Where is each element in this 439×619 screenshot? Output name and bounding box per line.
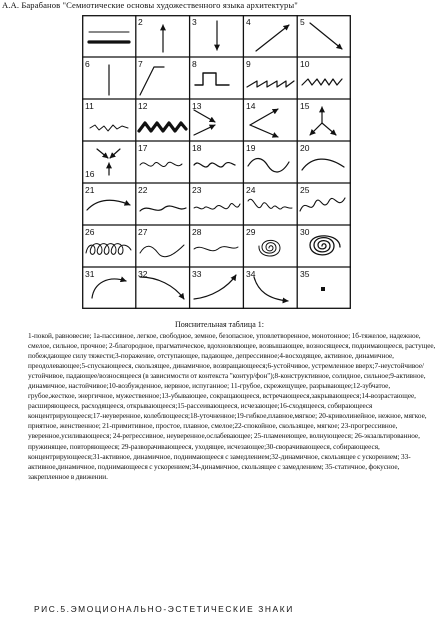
sign-31-rising-arc-arrow	[92, 279, 126, 298]
sign-1-horizontal-lines	[89, 32, 129, 42]
cell-number: 25	[300, 185, 310, 195]
cell-number: 15	[300, 101, 310, 111]
cell-number: 7	[138, 59, 143, 69]
cell-number: 11	[85, 101, 94, 111]
cell-number: 22	[138, 185, 148, 195]
sign-16-concentrating-arrows	[97, 149, 120, 175]
sign-20-gentle-curve	[302, 159, 344, 170]
cell-number: 8	[192, 59, 197, 69]
sign-18-wave-line	[194, 163, 235, 167]
cell-number: 33	[192, 269, 202, 279]
sign-19-smooth-wave	[248, 159, 289, 172]
sign-26-spring-loops	[86, 244, 131, 255]
sign-27-soft-curve	[140, 245, 184, 257]
cell-number: 10	[300, 59, 310, 69]
cell-number: 35	[300, 269, 310, 279]
sign-17-wavering-line	[140, 162, 182, 166]
cell-number: 24	[246, 185, 256, 195]
cell-number: 5	[300, 17, 305, 27]
cell-number: 32	[138, 269, 148, 279]
sign-21-curved-arrow	[87, 200, 130, 210]
sign-5-descending-arrow	[310, 23, 342, 49]
sign-grid	[82, 15, 351, 309]
cell-number: 4	[246, 17, 251, 27]
sign-28-flat-wave	[194, 247, 238, 251]
sign-22-sliding-wave	[140, 206, 186, 211]
cell-number: 17	[138, 143, 148, 153]
cell-number: 29	[246, 227, 256, 237]
cell-number: 34	[246, 269, 256, 279]
cell-number: 12	[138, 101, 148, 111]
sign-35-static-dot	[321, 287, 325, 291]
sign-11-rough-line	[90, 125, 128, 131]
cell-number: 3	[192, 17, 197, 27]
cell-number: 9	[246, 59, 251, 69]
document-header: А.А. Барабанов "Семиотические основы художественного языка архитектуры"	[2, 0, 298, 10]
sign-7-tilted-line	[140, 67, 164, 95]
cell-number: 26	[85, 227, 95, 237]
sign-4-ascending-arrow	[256, 25, 289, 51]
sign-34-sliding-decelerating-arrow	[254, 277, 288, 301]
cell-number: 2	[138, 17, 143, 27]
cell-number: 16	[85, 169, 95, 179]
cell-number: 21	[85, 185, 95, 195]
legend-text: 1-покой, равновесие; 1а-пассивное, легкое, свободное, земное, безопасное, уповлетворенное, монотонное; 1б-тяжелое, надежное, смелое, сильное, прочное; 2-благородное, прагматическое, вдохновляющее, возвышающее, возносящееся, поднимающееся, растущее, побеждающее силу тяжести;3-поражение, отступающее, падающее, депрессивное;4-восходящее, активное, динамичное, преодолевающее;5-спускающееся, скользящее, динамичное, возвращающееся;6-устойчивое, устремленное вверх;7-неустойчивое/устойчивое, падающее/возносящееся (в зависимости от контекста "контур/фон");8-конструктивное, солидное, сильное;9-активное, динамичное, настойчивое;10-возбужденное, нервное, испуганное; 11-грубое, скрежещущее, разрывающее;12-зубчатое, грубое,жесткое, энергичное, мужественное;13-убывающее, сокращающееся, встречающееся,закрывающееся;14-возрастающее, расширяющееся, расходящееся, открывающееся;15-рассеивающееся, исчезающее;16-сходящееся, собирающееся концентрирующееся;17-неуверенное, колеблющееся;18-уточненное;19-гибкое,плавное,мягкое; 20-криволинейное, нежное, мягкое, приятное, женственное; 21-примитивное, простое, плавное, смелое;22-спокойное, скользящее, мягкое; 23-прогрессивное, уверенное,усиливающееся; 24-регрессивное, неуверенное,ослабевающее; 25-пламенеющее, волнующееся; 26-экзальтированное, пружинящее, повторяющееся; 29-разворачивающееся, уходящее, исчезающее;30-сворачивающееся, собирающееся, концентрирующееся;31-активное, динамичное, поднимающееся с замедлением;32-динамичное, скользящее с ускорением; 33-активное,динамичное, поднимающееся с ускорением;34-динамичное, скользящее с замедлением; 35-статичное, фокусное, закрепленное в движении.	[28, 332, 436, 481]
cell-number: 31	[85, 269, 95, 279]
sign-12-bold-zigzag	[139, 123, 186, 131]
legend-title: Пояснительная таблица 1:	[175, 320, 264, 329]
cell-number: 27	[138, 227, 148, 237]
sign-25-flame-wave	[300, 198, 345, 211]
cell-number: 14	[246, 101, 256, 111]
cell-number: 28	[192, 227, 202, 237]
sign-29-unwinding-spiral	[259, 240, 280, 256]
sign-24-fading-wave	[248, 199, 292, 209]
sign-14-diverging-arrows	[250, 109, 278, 137]
sign-15-radiating-arrows	[310, 107, 336, 135]
sign-8-step-line	[195, 73, 229, 85]
figure-caption: РИС.5.ЭМОЦИОНАЛЬНО-ЭСТЕТИЧЕСКИЕ ЗНАКИ	[34, 604, 294, 614]
sign-23-growing-wave	[194, 203, 240, 209]
sign-13-converging-arrows	[194, 110, 215, 135]
sign-30-winding-spiral	[310, 236, 340, 255]
sign-9-sawtooth	[247, 81, 294, 87]
cell-number: 13	[192, 101, 202, 111]
cell-number: 23	[192, 185, 202, 195]
cell-number: 19	[246, 143, 256, 153]
cell-number: 30	[300, 227, 310, 237]
cell-number: 6	[85, 59, 90, 69]
cell-number: 18	[192, 143, 202, 153]
cell-number: 20	[300, 143, 310, 153]
sign-32-sliding-accelerating-arrow	[140, 277, 184, 299]
sign-10-zigzag	[302, 79, 342, 85]
